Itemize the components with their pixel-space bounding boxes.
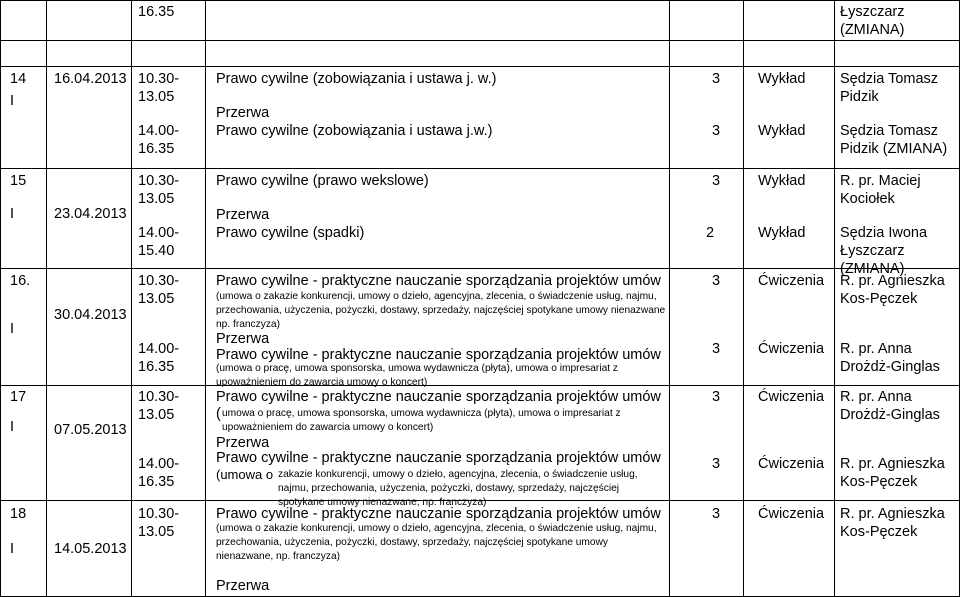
weekday: I bbox=[10, 206, 15, 222]
row-border bbox=[0, 168, 960, 169]
hours-cell: 3 bbox=[712, 123, 721, 139]
col-border bbox=[205, 0, 206, 597]
form-cell: Wykład bbox=[758, 173, 806, 189]
subject-detail: zakazie konkurencji, umowy o dzieło, agencyjna, zlecenia, o świadczenie usług, najmu, przechowania, użyczenia, pożyczki, dostawy, sprzedaży, najczęściej spotykane umowy nienazwane, np. franczyza) bbox=[278, 469, 638, 508]
time-cell: 14.00-16.35 bbox=[138, 456, 180, 490]
row-number: 16. bbox=[10, 273, 31, 289]
weekday: I bbox=[10, 419, 15, 435]
row-number: 17 bbox=[10, 389, 27, 405]
date-cell: 16.04.2013 bbox=[54, 71, 127, 87]
teacher-cell: R. pr. Maciej Kociołek bbox=[840, 173, 921, 207]
col-border bbox=[131, 0, 132, 597]
form-cell: Wykład bbox=[758, 71, 806, 87]
hours-cell: 3 bbox=[712, 273, 721, 289]
form-cell: Wykład bbox=[758, 123, 806, 139]
time-cell: 10.30-13.05 bbox=[138, 389, 180, 423]
col-border bbox=[46, 0, 47, 597]
teacher-cell: Łyszczarz (ZMIANA) bbox=[840, 4, 905, 38]
hours-cell: 3 bbox=[712, 71, 721, 87]
col-border bbox=[743, 0, 744, 597]
hours-cell: 2 bbox=[706, 225, 715, 241]
subject-cell: Prawo cywilne - praktyczne nauczanie sporządzania projektów umów bbox=[216, 450, 661, 466]
hours-cell: 3 bbox=[712, 506, 721, 522]
teacher-cell: R. pr. Anna Drożdż-Ginglas bbox=[840, 389, 940, 423]
row-number: 18 bbox=[10, 506, 27, 522]
break-label: Przerwa bbox=[216, 331, 270, 347]
subject-cell: Prawo cywilne (prawo wekslowe) bbox=[216, 173, 429, 189]
form-cell: Ćwiczenia bbox=[758, 456, 825, 472]
subject-detail: (umowa o pracę, umowa sponsorska, umowa wydawnicza (płyta), umowa o impresariat z upoważnieniem do zawarcia umowy o koncert) bbox=[216, 363, 618, 388]
teacher-cell: Sędzia Tomasz Pidzik (ZMIANA) bbox=[840, 123, 948, 157]
subject-cell: Prawo cywilne (zobowiązania i ustawa j. w.) bbox=[216, 71, 497, 87]
time-cell: 10.30-13.05 bbox=[138, 273, 180, 307]
hours-cell: 3 bbox=[712, 341, 721, 357]
time-cell: 16.35 bbox=[138, 4, 175, 20]
weekday: I bbox=[10, 321, 15, 337]
teacher-cell: R. pr. Agnieszka Kos-Pęczek bbox=[840, 273, 945, 307]
time-cell: 14.00-16.35 bbox=[138, 341, 180, 375]
col-border bbox=[834, 0, 835, 597]
form-cell: Ćwiczenia bbox=[758, 389, 825, 405]
subject-cell: Prawo cywilne (zobowiązania i ustawa j.w.) bbox=[216, 123, 493, 139]
break-label: Przerwa bbox=[216, 435, 270, 451]
row-number: 14 bbox=[10, 71, 27, 87]
row-border bbox=[0, 268, 960, 269]
hours-cell: 3 bbox=[712, 456, 721, 472]
form-cell: Ćwiczenia bbox=[758, 273, 825, 289]
teacher-cell: R. pr. Agnieszka Kos-Pęczek bbox=[840, 506, 945, 540]
subject-detail: (umowa o zakazie konkurencji, umowy o dzieło, agencyjna, zlecenia, o świadczenie usług, najmu, przechowania, użyczenia, pożyczki, dostawy, sprzedaży, najczęściej spotykane umowy nienazwane np. franczyza) bbox=[216, 291, 666, 330]
subject-cell: Prawo cywilne - praktyczne nauczanie sporządzania projektów umów bbox=[216, 347, 661, 363]
subject-detail: (umowa o zakazie konkurencji, umowy o dzieło, agencyjna, zlecenia, o świadczenie usług, najmu, przechowania, użyczenia, pożyczki, dostawy, sprzedaży, najczęściej spotykane umowy nienazwane, np. franczyza) bbox=[216, 523, 657, 562]
detail-lead: (umowa o bbox=[216, 467, 274, 482]
time-cell: 14.00-15.40 bbox=[138, 225, 180, 259]
break-label: Przerwa bbox=[216, 105, 270, 121]
time-cell: 14.00-16.35 bbox=[138, 123, 180, 157]
subject-cell: Prawo cywilne - praktyczne nauczanie sporządzania projektów umów bbox=[216, 506, 661, 522]
teacher-cell: Sędzia Tomasz Pidzik bbox=[840, 71, 939, 105]
subject-cell: Prawo cywilne (spadki) bbox=[216, 225, 365, 241]
teacher-cell: R. pr. Anna Drożdż-Ginglas bbox=[840, 341, 940, 375]
date-cell: 23.04.2013 bbox=[54, 206, 127, 222]
col-border bbox=[0, 0, 1, 597]
time-cell: 10.30-13.05 bbox=[138, 71, 180, 105]
hours-cell: 3 bbox=[712, 173, 721, 189]
date-cell: 14.05.2013 bbox=[54, 541, 127, 557]
teacher-cell: Sędzia Iwona Łyszczarz (ZMIANA) bbox=[840, 225, 928, 277]
row-border bbox=[0, 40, 960, 41]
col-border bbox=[669, 0, 670, 597]
form-cell: Ćwiczenia bbox=[758, 506, 825, 522]
subject-cell: Prawo cywilne - praktyczne nauczanie sporządzania projektów umów bbox=[216, 273, 661, 289]
form-cell: Wykład bbox=[758, 225, 806, 241]
teacher-cell: R. pr. Agnieszka Kos-Pęczek bbox=[840, 456, 945, 490]
time-cell: 10.30-13.05 bbox=[138, 173, 180, 207]
row-number: 15 bbox=[10, 173, 27, 189]
time-cell: 10.30-13.05 bbox=[138, 506, 180, 540]
date-cell: 30.04.2013 bbox=[54, 307, 127, 323]
form-cell: Ćwiczenia bbox=[758, 341, 825, 357]
row-border bbox=[0, 66, 960, 67]
weekday: I bbox=[10, 541, 15, 557]
break-label: Przerwa bbox=[216, 207, 270, 223]
weekday: I bbox=[10, 93, 15, 109]
date-cell: 07.05.2013 bbox=[54, 422, 127, 438]
detail-paren: ( bbox=[216, 406, 221, 422]
row-border bbox=[0, 0, 960, 1]
subject-detail: umowa o pracę, umowa sponsorska, umowa wydawnicza (płyta), umowa o impresariat z upoważnieniem do zawarcia umowy o koncert) bbox=[222, 408, 621, 433]
hours-cell: 3 bbox=[712, 389, 721, 405]
break-label: Przerwa bbox=[216, 578, 270, 594]
subject-cell: Prawo cywilne - praktyczne nauczanie sporządzania projektów umów bbox=[216, 389, 661, 405]
